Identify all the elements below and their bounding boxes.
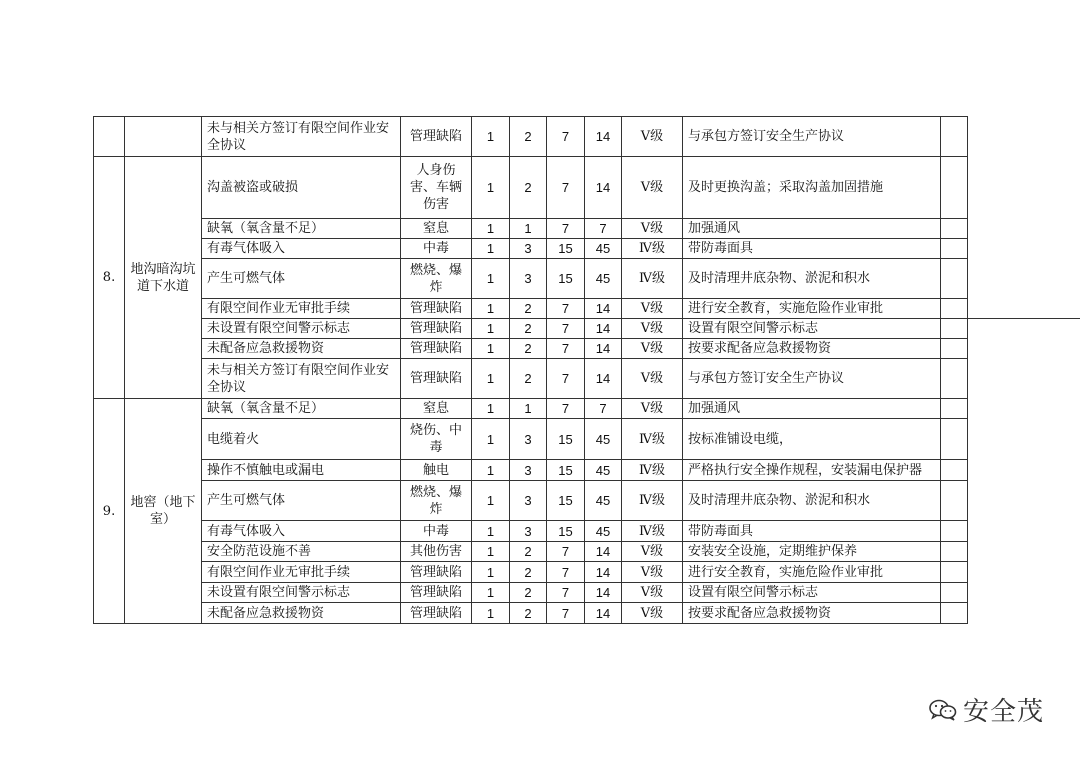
control-measure-cell: 进行安全教育，实施危险作业审批 bbox=[683, 299, 941, 319]
severity-cell: 7 bbox=[547, 583, 585, 603]
consequence-cell: 其他伤害 bbox=[401, 542, 472, 562]
consequence-cell: 中毒 bbox=[401, 521, 472, 542]
risk-score-cell: 14 bbox=[585, 542, 622, 562]
section-number bbox=[94, 117, 125, 157]
exposure-cell: 2 bbox=[510, 117, 547, 157]
hazard-cell: 产生可燃气体 bbox=[202, 259, 401, 299]
control-measure-cell: 设置有限空间警示标志 bbox=[683, 319, 941, 339]
table-row bbox=[94, 419, 968, 460]
hazard-cell: 操作不慎触电或漏电 bbox=[202, 460, 401, 481]
control-measure-cell: 进行安全教育，实施危险作业审批 bbox=[683, 562, 941, 583]
hazard-cell: 缺氧（氧含量不足） bbox=[202, 399, 401, 419]
table-row bbox=[94, 117, 968, 157]
severity-cell: 7 bbox=[547, 117, 585, 157]
exposure-cell: 3 bbox=[510, 239, 547, 259]
consequence-cell: 燃烧、爆炸 bbox=[401, 481, 472, 521]
remark-cell bbox=[941, 481, 968, 521]
risk-assessment-table bbox=[93, 116, 968, 624]
severity-cell: 7 bbox=[547, 359, 585, 399]
risk-level-cell: Ⅴ级 bbox=[622, 603, 683, 624]
risk-score-cell: 14 bbox=[585, 359, 622, 399]
section-location bbox=[125, 117, 202, 157]
remark-cell bbox=[941, 399, 968, 419]
remark-cell bbox=[941, 460, 968, 481]
exposure-cell: 1 bbox=[510, 399, 547, 419]
risk-level-cell: Ⅴ级 bbox=[622, 339, 683, 359]
control-measure-cell: 及时清理井底杂物、淤泥和积水 bbox=[683, 481, 941, 521]
hazard-cell: 未设置有限空间警示标志 bbox=[202, 583, 401, 603]
control-measure-cell: 及时更换沟盖；采取沟盖加固措施 bbox=[683, 157, 941, 219]
exposure-cell: 2 bbox=[510, 562, 547, 583]
control-measure-cell: 带防毒面具 bbox=[683, 239, 941, 259]
consequence-cell: 管理缺陷 bbox=[401, 583, 472, 603]
table-row bbox=[94, 259, 968, 299]
severity-cell: 15 bbox=[547, 259, 585, 299]
risk-level-cell: Ⅳ级 bbox=[622, 259, 683, 299]
risk-score-cell: 45 bbox=[585, 481, 622, 521]
severity-cell: 7 bbox=[547, 562, 585, 583]
table-row bbox=[94, 359, 968, 399]
table-row bbox=[94, 239, 968, 259]
table-row bbox=[94, 339, 968, 359]
remark-cell bbox=[941, 239, 968, 259]
risk-score-cell: 14 bbox=[585, 117, 622, 157]
consequence-cell: 管理缺陷 bbox=[401, 603, 472, 624]
exposure-cell: 3 bbox=[510, 419, 547, 460]
hazard-cell: 缺氧（氧含量不足） bbox=[202, 219, 401, 239]
severity-cell: 15 bbox=[547, 419, 585, 460]
remark-cell bbox=[941, 117, 968, 157]
remark-cell bbox=[941, 419, 968, 460]
remark-cell bbox=[941, 542, 968, 562]
hazard-cell: 产生可燃气体 bbox=[202, 481, 401, 521]
remark-cell bbox=[941, 339, 968, 359]
remark-cell bbox=[941, 259, 968, 299]
exposure-cell: 2 bbox=[510, 299, 547, 319]
risk-level-cell: Ⅴ级 bbox=[622, 117, 683, 157]
severity-cell: 15 bbox=[547, 521, 585, 542]
consequence-cell: 燃烧、爆炸 bbox=[401, 259, 472, 299]
remark-cell bbox=[941, 359, 968, 399]
risk-level-cell: Ⅳ级 bbox=[622, 419, 683, 460]
table-row bbox=[94, 219, 968, 239]
risk-score-cell: 7 bbox=[585, 399, 622, 419]
likelihood-cell: 1 bbox=[472, 419, 510, 460]
risk-level-cell: Ⅴ级 bbox=[622, 319, 683, 339]
consequence-cell: 管理缺陷 bbox=[401, 562, 472, 583]
table-row bbox=[94, 319, 968, 339]
likelihood-cell: 1 bbox=[472, 239, 510, 259]
risk-level-cell: Ⅴ级 bbox=[622, 157, 683, 219]
risk-level-cell: Ⅴ级 bbox=[622, 299, 683, 319]
table-row bbox=[94, 299, 968, 319]
consequence-cell: 窒息 bbox=[401, 219, 472, 239]
likelihood-cell: 1 bbox=[472, 481, 510, 521]
risk-level-cell: Ⅴ级 bbox=[622, 359, 683, 399]
control-measure-cell: 与承包方签订安全生产协议 bbox=[683, 359, 941, 399]
consequence-cell: 管理缺陷 bbox=[401, 359, 472, 399]
exposure-cell: 2 bbox=[510, 359, 547, 399]
risk-level-cell: Ⅳ级 bbox=[622, 481, 683, 521]
likelihood-cell: 1 bbox=[472, 359, 510, 399]
exposure-cell: 2 bbox=[510, 339, 547, 359]
exposure-cell: 3 bbox=[510, 460, 547, 481]
consequence-cell: 管理缺陷 bbox=[401, 299, 472, 319]
consequence-cell: 管理缺陷 bbox=[401, 319, 472, 339]
likelihood-cell: 1 bbox=[472, 157, 510, 219]
remark-cell bbox=[941, 319, 968, 339]
table-row bbox=[94, 399, 968, 419]
likelihood-cell: 1 bbox=[472, 542, 510, 562]
control-measure-cell: 按要求配备应急救援物资 bbox=[683, 339, 941, 359]
consequence-cell: 触电 bbox=[401, 460, 472, 481]
likelihood-cell: 1 bbox=[472, 583, 510, 603]
risk-level-cell: Ⅳ级 bbox=[622, 239, 683, 259]
remark-cell bbox=[941, 583, 968, 603]
table-row bbox=[94, 481, 968, 521]
exposure-cell: 3 bbox=[510, 259, 547, 299]
risk-level-cell: Ⅳ级 bbox=[622, 460, 683, 481]
control-measure-cell: 严格执行安全操作规程，安装漏电保护器 bbox=[683, 460, 941, 481]
hazard-cell: 有限空间作业无审批手续 bbox=[202, 562, 401, 583]
table-row bbox=[94, 157, 968, 219]
risk-level-cell: Ⅴ级 bbox=[622, 583, 683, 603]
risk-score-cell: 45 bbox=[585, 460, 622, 481]
severity-cell: 15 bbox=[547, 239, 585, 259]
hazard-cell: 沟盖被盗或破损 bbox=[202, 157, 401, 219]
likelihood-cell: 1 bbox=[472, 319, 510, 339]
watermark-text: 安全茂 bbox=[962, 697, 1044, 727]
exposure-cell: 2 bbox=[510, 319, 547, 339]
exposure-cell: 2 bbox=[510, 542, 547, 562]
risk-level-cell: Ⅴ级 bbox=[622, 542, 683, 562]
control-measure-cell: 加强通风 bbox=[683, 399, 941, 419]
likelihood-cell: 1 bbox=[472, 603, 510, 624]
likelihood-cell: 1 bbox=[472, 460, 510, 481]
table-row bbox=[94, 583, 968, 603]
table-row bbox=[94, 603, 968, 624]
severity-cell: 15 bbox=[547, 481, 585, 521]
control-measure-cell: 按要求配备应急救援物资 bbox=[683, 603, 941, 624]
control-measure-cell: 安装安全设施，定期维护保养 bbox=[683, 542, 941, 562]
likelihood-cell: 1 bbox=[472, 399, 510, 419]
severity-cell: 7 bbox=[547, 542, 585, 562]
consequence-cell: 管理缺陷 bbox=[401, 339, 472, 359]
risk-level-cell: Ⅴ级 bbox=[622, 399, 683, 419]
consequence-cell: 烧伤、中毒 bbox=[401, 419, 472, 460]
consequence-cell: 管理缺陷 bbox=[401, 117, 472, 157]
severity-cell: 7 bbox=[547, 339, 585, 359]
table-row bbox=[94, 562, 968, 583]
hazard-cell: 未配备应急救援物资 bbox=[202, 339, 401, 359]
section-location: 地沟暗沟坑道下水道 bbox=[125, 157, 202, 399]
hazard-cell: 未设置有限空间警示标志 bbox=[202, 319, 401, 339]
section-number: 9. bbox=[94, 399, 125, 624]
risk-score-cell: 14 bbox=[585, 157, 622, 219]
severity-cell: 7 bbox=[547, 603, 585, 624]
likelihood-cell: 1 bbox=[472, 219, 510, 239]
remark-cell bbox=[941, 521, 968, 542]
risk-score-cell: 45 bbox=[585, 521, 622, 542]
risk-score-cell: 45 bbox=[585, 259, 622, 299]
likelihood-cell: 1 bbox=[472, 339, 510, 359]
risk-score-cell: 45 bbox=[585, 419, 622, 460]
hazard-cell: 有限空间作业无审批手续 bbox=[202, 299, 401, 319]
hazard-cell: 安全防范设施不善 bbox=[202, 542, 401, 562]
hazard-cell: 未与相关方签订有限空间作业安全协议 bbox=[202, 117, 401, 157]
risk-level-cell: Ⅴ级 bbox=[622, 562, 683, 583]
risk-score-cell: 14 bbox=[585, 583, 622, 603]
risk-score-cell: 45 bbox=[585, 239, 622, 259]
table-row bbox=[94, 460, 968, 481]
risk-score-cell: 14 bbox=[585, 299, 622, 319]
risk-score-cell: 7 bbox=[585, 219, 622, 239]
hazard-cell: 电缆着火 bbox=[202, 419, 401, 460]
hazard-cell: 有毒气体吸入 bbox=[202, 521, 401, 542]
table-row bbox=[94, 521, 968, 542]
exposure-cell: 1 bbox=[510, 219, 547, 239]
consequence-cell: 中毒 bbox=[401, 239, 472, 259]
remark-cell bbox=[941, 603, 968, 624]
control-measure-cell: 加强通风 bbox=[683, 219, 941, 239]
risk-score-cell: 14 bbox=[585, 603, 622, 624]
control-measure-cell: 及时清理井底杂物、淤泥和积水 bbox=[683, 259, 941, 299]
exposure-cell: 2 bbox=[510, 583, 547, 603]
severity-cell: 7 bbox=[547, 319, 585, 339]
watermark bbox=[929, 691, 1044, 728]
risk-score-cell: 14 bbox=[585, 339, 622, 359]
divider-line bbox=[968, 318, 1080, 319]
section-number: 8. bbox=[94, 157, 125, 399]
likelihood-cell: 1 bbox=[472, 521, 510, 542]
likelihood-cell: 1 bbox=[472, 117, 510, 157]
exposure-cell: 2 bbox=[510, 603, 547, 624]
severity-cell: 7 bbox=[547, 299, 585, 319]
control-measure-cell: 与承包方签订安全生产协议 bbox=[683, 117, 941, 157]
severity-cell: 15 bbox=[547, 460, 585, 481]
remark-cell bbox=[941, 219, 968, 239]
risk-score-cell: 14 bbox=[585, 562, 622, 583]
severity-cell: 7 bbox=[547, 399, 585, 419]
control-measure-cell: 按标准铺设电缆， bbox=[683, 419, 941, 460]
exposure-cell: 3 bbox=[510, 521, 547, 542]
likelihood-cell: 1 bbox=[472, 259, 510, 299]
remark-cell bbox=[941, 562, 968, 583]
hazard-cell: 未配备应急救援物资 bbox=[202, 603, 401, 624]
exposure-cell: 3 bbox=[510, 481, 547, 521]
remark-cell bbox=[941, 299, 968, 319]
section-location: 地窖（地下室） bbox=[125, 399, 202, 624]
consequence-cell: 人身伤害、车辆伤害 bbox=[401, 157, 472, 219]
remark-cell bbox=[941, 157, 968, 219]
hazard-cell: 未与相关方签订有限空间作业安全协议 bbox=[202, 359, 401, 399]
severity-cell: 7 bbox=[547, 219, 585, 239]
risk-score-cell: 14 bbox=[585, 319, 622, 339]
severity-cell: 7 bbox=[547, 157, 585, 219]
risk-level-cell: Ⅳ级 bbox=[622, 521, 683, 542]
control-measure-cell: 设置有限空间警示标志 bbox=[683, 583, 941, 603]
table-row bbox=[94, 542, 968, 562]
likelihood-cell: 1 bbox=[472, 299, 510, 319]
exposure-cell: 2 bbox=[510, 157, 547, 219]
hazard-cell: 有毒气体吸入 bbox=[202, 239, 401, 259]
wechat-icon bbox=[929, 699, 957, 721]
consequence-cell: 窒息 bbox=[401, 399, 472, 419]
likelihood-cell: 1 bbox=[472, 562, 510, 583]
risk-level-cell: Ⅴ级 bbox=[622, 219, 683, 239]
control-measure-cell: 带防毒面具 bbox=[683, 521, 941, 542]
